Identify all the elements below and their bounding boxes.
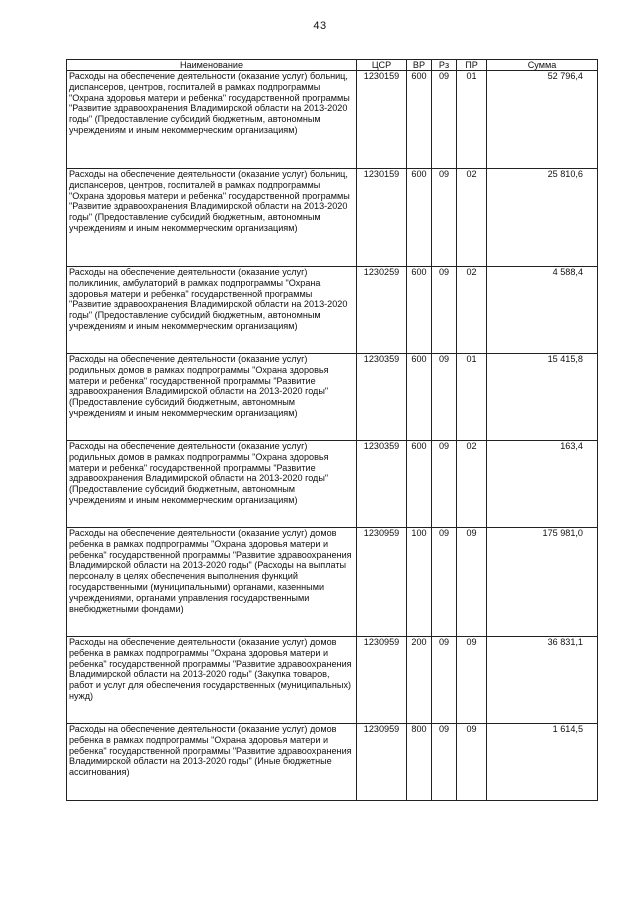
page-number: 43 xyxy=(313,20,327,32)
table-row xyxy=(67,441,598,528)
row-csr: 1230959 xyxy=(357,637,407,724)
table-row xyxy=(67,71,598,169)
row-csr: 1230259 xyxy=(357,267,407,354)
row-name: Расходы на обеспечение деятельности (оказание услуг) домов ребенка в рамках подпрограммы "Охрана здоровья матери и ребенка" государственной программы "Развитие здравоохранения Владимирской области на 2013-2020 годы" (Закупка товаров, работ и услуг для обеспечения государственных (муниципальных) нужд) xyxy=(67,637,357,724)
row-rz: 09 xyxy=(432,528,457,637)
row-name: Расходы на обеспечение деятельности (оказание услуг) домов ребенка в рамках подпрограммы "Охрана здоровья матери и ребенка" государственной программы "Развитие здравоохранения Владимирской области на 2013-2020 годы" (Расходы на выплаты персоналу в целях обеспечения выполнения функций государственными (муниципальными) органами, казенными учреждениями, органами управления государственными внебюджетными фондами) xyxy=(67,528,357,637)
row-csr: 1230959 xyxy=(357,528,407,637)
row-vr: 600 xyxy=(407,441,432,528)
row-rz: 09 xyxy=(432,724,457,801)
row-vr: 100 xyxy=(407,528,432,637)
table-header-row xyxy=(67,60,598,71)
row-name: Расходы на обеспечение деятельности (оказание услуг) домов ребенка в рамках подпрограммы "Охрана здоровья матери и ребенка" государственной программы "Развитие здравоохранения Владимирской области на 2013-2020 годы" (Иные бюджетные ассигнования) xyxy=(67,724,357,801)
row-name: Расходы на обеспечение деятельности (оказание услуг) поликлиник, амбулаторий в рамках подпрограммы "Охрана здоровья матери и ребенка" государственной программы "Развитие здравоохранения Владимирской области на 2013-2020 годы" (Предоставление субсидий бюджетным, автономным учреждениям и иным некоммерческим организациям) xyxy=(67,267,357,354)
table-row xyxy=(67,637,598,724)
table-row xyxy=(67,724,598,801)
row-csr: 1230159 xyxy=(357,169,407,267)
header-sum: Сумма xyxy=(487,60,598,71)
row-vr: 600 xyxy=(407,71,432,169)
row-pr: 09 xyxy=(457,724,487,801)
row-pr: 02 xyxy=(457,169,487,267)
row-name: Расходы на обеспечение деятельности (оказание услуг) больниц, диспансеров, центров, госпиталей в рамках подпрограммы "Охрана здоровья матери и ребенка" государственной программы "Развитие здравоохранения Владимирской области на 2013-2020 годы" (Предоставление субсидий бюджетным, автономным учреждениям и иным некоммерческим организациям) xyxy=(67,169,357,267)
header-csr: ЦСР xyxy=(357,60,407,71)
row-pr: 01 xyxy=(457,71,487,169)
row-rz: 09 xyxy=(432,169,457,267)
row-rz: 09 xyxy=(432,637,457,724)
table-row xyxy=(67,354,598,441)
table-row xyxy=(67,169,598,267)
row-sum: 15 415,8 xyxy=(487,354,598,441)
row-csr: 1230359 xyxy=(357,354,407,441)
row-rz: 09 xyxy=(432,441,457,528)
row-sum: 4 588,4 xyxy=(487,267,598,354)
row-sum: 52 796,4 xyxy=(487,71,598,169)
row-sum: 25 810,6 xyxy=(487,169,598,267)
row-vr: 200 xyxy=(407,637,432,724)
row-pr: 01 xyxy=(457,354,487,441)
header-vr: ВР xyxy=(407,60,432,71)
row-rz: 09 xyxy=(432,354,457,441)
row-name: Расходы на обеспечение деятельности (оказание услуг) родильных домов в рамках подпрограммы "Охрана здоровья матери и ребенка" государственной программы "Развитие здравоохранения Владимирской области на 2013-2020 годы" (Предоставление субсидий бюджетным, автономным учреждениям и иным некоммерческим организациям) xyxy=(67,441,357,528)
row-name: Расходы на обеспечение деятельности (оказание услуг) больниц, диспансеров, центров, госпиталей в рамках подпрограммы "Охрана здоровья матери и ребенка" государственной программы "Развитие здравоохранения Владимирской области на 2013-2020 годы" (Предоставление субсидий бюджетным, автономным учреждениям и иным некоммерческим организациям) xyxy=(67,71,357,169)
row-pr: 02 xyxy=(457,441,487,528)
row-csr: 1230359 xyxy=(357,441,407,528)
row-name: Расходы на обеспечение деятельности (оказание услуг) родильных домов в рамках подпрограммы "Охрана здоровья матери и ребенка" государственной программы "Развитие здравоохранения Владимирской области на 2013-2020 годы" (Предоставление субсидий бюджетным, автономным учреждениям и иным некоммерческим организациям) xyxy=(67,354,357,441)
row-csr: 1230959 xyxy=(357,724,407,801)
budget-table xyxy=(66,59,598,801)
row-csr: 1230159 xyxy=(357,71,407,169)
row-sum: 163,4 xyxy=(487,441,598,528)
row-pr: 02 xyxy=(457,267,487,354)
row-vr: 600 xyxy=(407,354,432,441)
table-row xyxy=(67,528,598,637)
table-row xyxy=(67,267,598,354)
row-sum: 36 831,1 xyxy=(487,637,598,724)
header-name: Наименование xyxy=(67,60,357,71)
row-sum: 175 981,0 xyxy=(487,528,598,637)
header-pr: ПР xyxy=(457,60,487,71)
header-rz: Рз xyxy=(432,60,457,71)
row-rz: 09 xyxy=(432,267,457,354)
row-pr: 09 xyxy=(457,637,487,724)
row-rz: 09 xyxy=(432,71,457,169)
row-pr: 09 xyxy=(457,528,487,637)
row-vr: 800 xyxy=(407,724,432,801)
row-vr: 600 xyxy=(407,267,432,354)
row-vr: 600 xyxy=(407,169,432,267)
row-sum: 1 614,5 xyxy=(487,724,598,801)
